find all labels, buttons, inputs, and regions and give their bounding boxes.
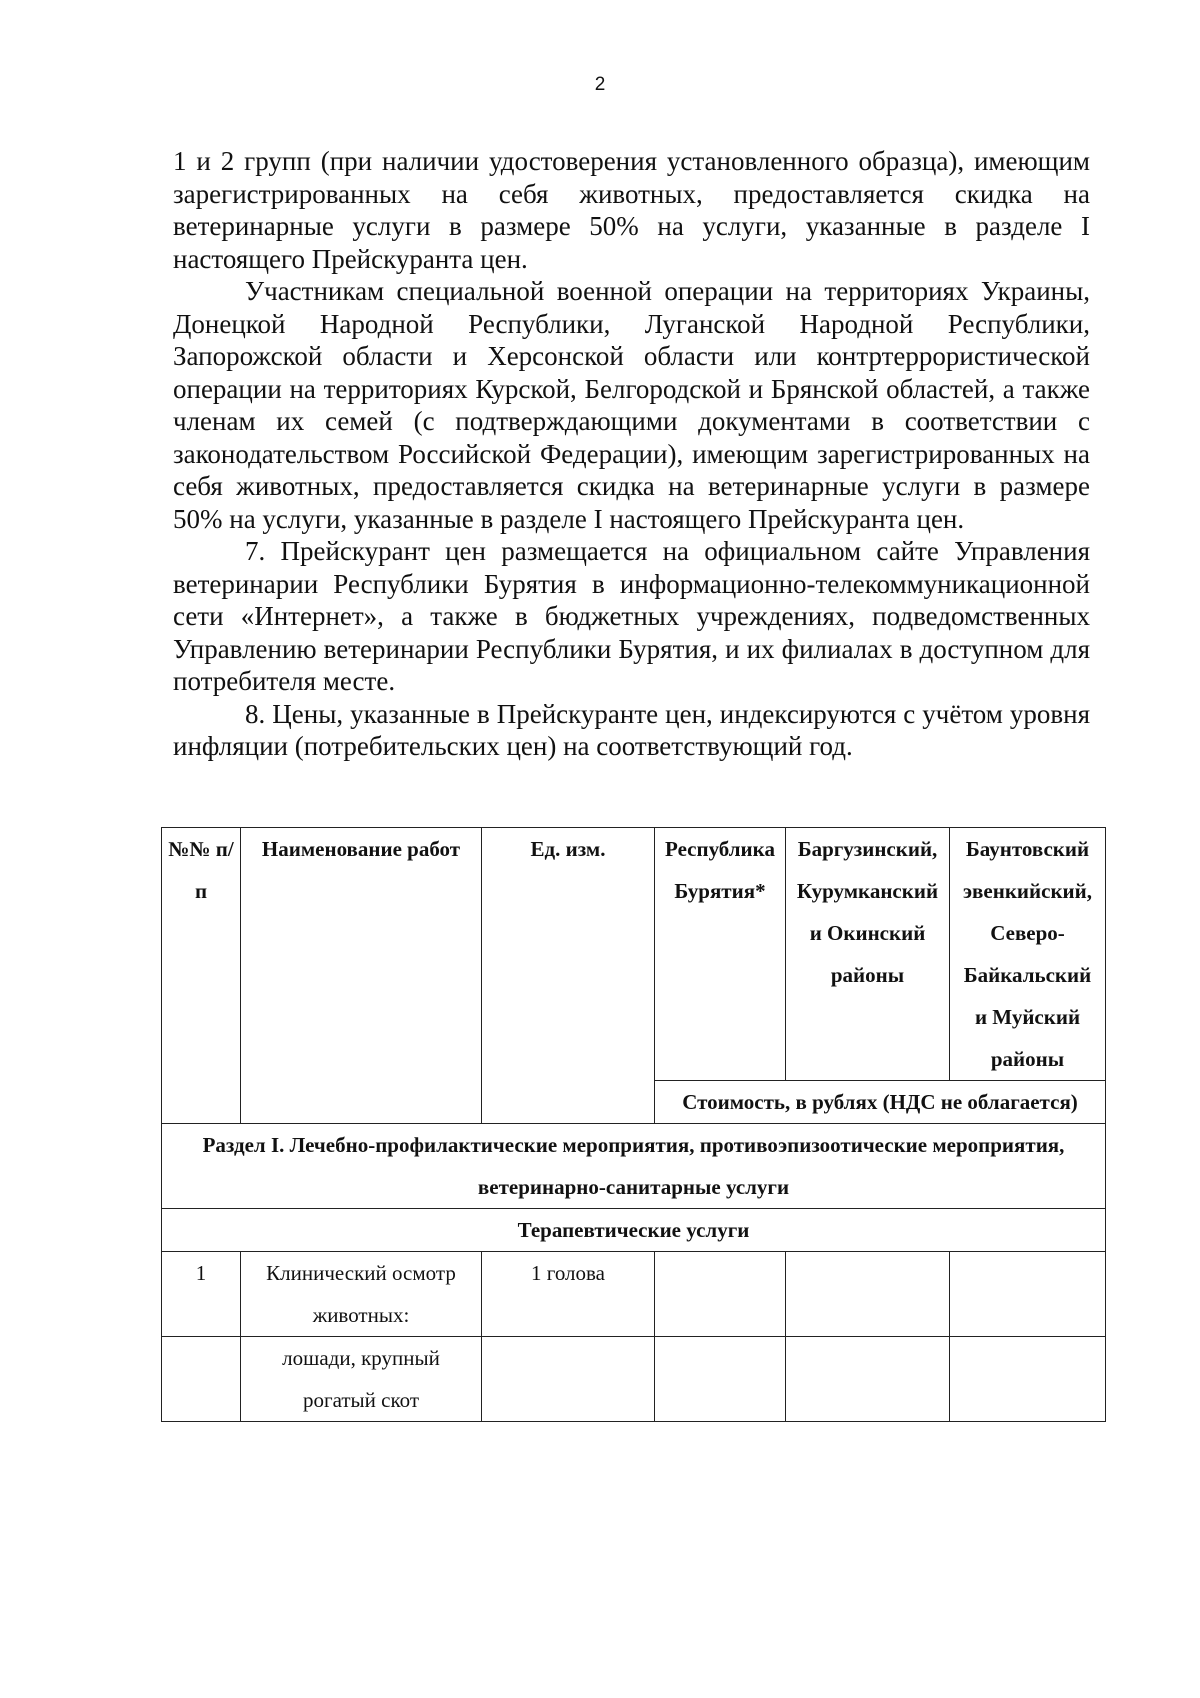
row-price-buryatia: [655, 1337, 786, 1422]
section-row: [162, 1124, 1106, 1209]
row-name: Клинический осмотр животных:: [241, 1252, 482, 1337]
subsection-row: [162, 1209, 1106, 1252]
row-unit: 1 голова: [482, 1252, 655, 1337]
paragraph-discount-svo: Участникам специальной военной операции на территориях Украины, Донецкой Народной Республики, Луганской Народной Республики, Запорожской области и Херсонской области или контртеррористической операции на территориях Курской, Белгородской и Брянской областей, а также членам их семей (с подтверждающими документами в соответствии с законодательством Российской Федерации), имеющим зарегистрированных на себя животных, предоставляется скидка на ветеринарные услуги в размере 50% на услуги, указанные в разделе I настоящего Прейскуранта цен.: [173, 276, 1090, 534]
row-num: 1: [162, 1252, 241, 1337]
page-number: 2: [594, 74, 606, 95]
row-price-barguzin: [786, 1337, 950, 1422]
header-name: Наименование работ: [241, 828, 482, 1124]
price-table: [161, 827, 1106, 1422]
row-name: лошади, крупный рогатый скот: [241, 1337, 482, 1422]
row-price-buryatia: [655, 1252, 786, 1337]
paragraph-indexation: 8. Цены, указанные в Прейскуранте цен, индексируются с учётом уровня инфляции (потребительских цен) на соответствующий год.: [173, 698, 1090, 761]
header-num: №№ п/п: [162, 828, 241, 1124]
row-price-barguzin: [786, 1252, 950, 1337]
row-price-bauntov: [950, 1252, 1106, 1337]
header-region-barguzin: Баргузинский, Курумканский и Окинский районы: [786, 828, 950, 1081]
table-row: [162, 1337, 1106, 1422]
document-body: [173, 145, 1090, 763]
section-title: Раздел I. Лечебно-профилактические мероприятия, противоэпизоотические мероприятия, ветеринарно-санитарные услуги: [162, 1124, 1106, 1209]
row-num: [162, 1337, 241, 1422]
header-region-buryatia: Республика Бурятия*: [655, 828, 786, 1081]
row-price-bauntov: [950, 1337, 1106, 1422]
paragraph-publication: 7. Прейскурант цен размещается на официальном сайте Управления ветеринарии Республики Бурятия в информационно-телекоммуникационной сети «Интернет», а также в бюджетных учреждениях, подведомственных Управлению ветеринарии Республики Бурятия, и их филиалах в доступном для потребителя месте.: [173, 536, 1090, 696]
paragraph-discount-disabled: 1 и 2 групп (при наличии удостоверения установленного образца), имеющим зарегистрированных на себя животных, предоставляется скидка на ветеринарные услуги в размере 50% на услуги, указанные в разделе I настоящего Прейскуранта цен.: [173, 146, 1090, 274]
row-unit: [482, 1337, 655, 1422]
header-cost-note: Стоимость, в рублях (НДС не облагается): [655, 1081, 1106, 1124]
table-row: [162, 1252, 1106, 1337]
subsection-title: Терапевтические услуги: [162, 1209, 1106, 1252]
table-header-row: [162, 828, 1106, 1081]
header-unit: Ед. изм.: [482, 828, 655, 1124]
header-region-bauntov: Баунтовский эвенкийский, Северо-Байкальский и Муйский районы: [950, 828, 1106, 1081]
